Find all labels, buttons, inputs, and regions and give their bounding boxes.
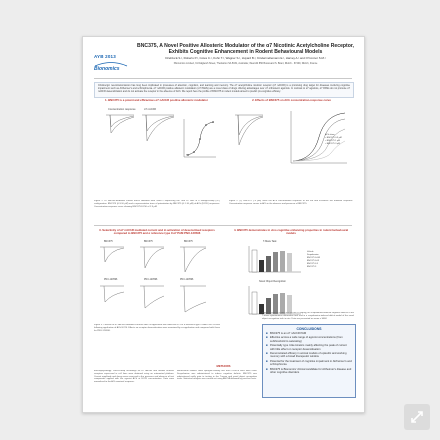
fig3-label-1: BNC375 bbox=[104, 241, 113, 243]
conclusion-text: BNC375 is an α7 nAChR PAM bbox=[270, 332, 307, 335]
bullet-icon: ■ bbox=[266, 359, 268, 363]
conclusion-item bbox=[266, 332, 352, 335]
fig3-label-2: BNC375 bbox=[144, 241, 153, 243]
fig4-legend bbox=[307, 251, 321, 268]
fig3-label-6: PNU-120596 bbox=[180, 279, 194, 281]
poster-title: BNC375, A Novel Positive Allosteric Modulator of the α7 Nicotinic Acetylcholine Receptor, Exhibits Cognitive Enhancement in Rodent Behavioural Models bbox=[137, 43, 354, 56]
section-1-heading: 1. BNC375 is a potent and efficacious α7 nAChR positive allosteric modulator bbox=[105, 98, 208, 102]
poster-affiliation: ¹Bionomics Limited, 31 Dalgleish Street, Thebarton SA 5031, Australia; ²Neurofit 850 Boulevard S. Brant, Illkirch - 67400, Illkirch, France bbox=[173, 62, 318, 65]
figure-4-caption: Figure 4. Effects of BNC375 (0.003-10 mg/kg) on scopolamine-induced cognitive deficits in the T-maze spontaneous alternation task and in a scopolamine-induced deficit model of the novel object recognition task in rats. Data are presented as mean ± SEM. bbox=[262, 312, 354, 320]
abstract-text: Cholinergic neurotransmission has long been implicated in processes of attention, cognition, and learning and memory. The α7 acetylcholine nicotinic receptor (α7 nAChR) is a promising drug target for diseases involving cognitive impairment such as Alzheimer's and schizophrenia. α7 nAChR positive allosteric modulators (α7 PAMs) are a novel class of drugs offering advantages over α7 orthosteric agonists. In contrast to α7 agonists, α7 PAMs do not promote α7 nAChR desensitization and do not activate the receptor in the absence of ACh. We report here the profile of BNC375 in rodent models aimed to predict pro-cognitive efficacy. bbox=[98, 84, 350, 93]
fig4-panel-label-a: T-Maze Task bbox=[263, 240, 277, 243]
fig3-label-4: PNU-120596 bbox=[104, 279, 118, 281]
fig4-legend-1: Vehicle bbox=[307, 251, 314, 253]
figure-3-caption: Figure 3. Currents of α7 nAChR mediated currents after co-application with PAM BNC375 or a reference type II PAM PNU-120596 following application of ACh EC20. Effects on receptor desensitisation were examined by co-application and compared with those for PNU-120596. bbox=[94, 324, 220, 332]
figure-2 bbox=[229, 105, 355, 197]
fig4-bar-chart-b bbox=[249, 286, 301, 314]
fig2-legend-2: + BNC375 0.3 μM bbox=[325, 137, 342, 139]
fig3-trace-5 bbox=[140, 286, 164, 308]
fig4a-bar bbox=[259, 260, 264, 272]
section-4-heading: 4. BNC375 demonstrates in vivo cognitive enhancing properties in rodent behavioural models bbox=[233, 228, 349, 236]
conclusion-item bbox=[266, 336, 352, 343]
fig2-legend bbox=[325, 133, 342, 145]
conclusions-box bbox=[262, 324, 356, 398]
methods-heading: METHODS bbox=[216, 364, 231, 368]
methods-text-1: Electrophysiology: Patch-clamp recordings on α7 nAChR and related nicotinic receptors expressed in cell lines were obtained using an automated platform. Current amplitude and decay were assessed in the presence and absence of test compounds applied with the agonist ACh at EC20 concentration. Data were normalised to the ACh maximal response. bbox=[94, 370, 174, 384]
bullet-icon: ■ bbox=[266, 352, 268, 356]
conclusion-item bbox=[266, 368, 352, 375]
fig4-legend-2: Scopolamine bbox=[307, 254, 319, 256]
brand-name: Bionomics bbox=[94, 66, 120, 72]
fig3-trace-2 bbox=[140, 247, 164, 268]
figure-4 bbox=[229, 238, 355, 320]
fig4a-bar bbox=[252, 250, 257, 272]
fig4a-bar bbox=[280, 251, 285, 272]
fig1-point bbox=[199, 138, 201, 140]
conclusion-text: Effective across a wide range of agonist concentrations (from subthreshold to saturating) bbox=[270, 336, 343, 343]
conclusion-text: BNC375 is Bionomics' clinical candidate for Alzheimer's disease and other cognitive disorders bbox=[270, 367, 352, 375]
fig3-trace-6 bbox=[180, 286, 206, 312]
fig1-trace-group-b bbox=[142, 115, 174, 141]
conclusion-item bbox=[266, 352, 352, 359]
fig2-trace-1 bbox=[238, 115, 263, 145]
fig2-trace-group bbox=[235, 115, 263, 145]
conference-logo bbox=[94, 54, 128, 74]
mid-divider bbox=[94, 225, 352, 226]
fig1-panel-label-a: Concentration response bbox=[108, 108, 136, 111]
bullet-icon: ■ bbox=[266, 332, 268, 335]
fig1-trace-1 bbox=[110, 115, 134, 127]
conclusion-text: Potential for the treatment of cognitive impairment in Alzheimer's and schizophrenia bbox=[270, 359, 352, 367]
figure-1 bbox=[94, 105, 222, 197]
methods-text-2: Behavioural studies: Male Sprague-Dawley rats and C57BL/6 mice were used. Scopolamine was administered to induce cognitive deficits. BNC375 was administered orally prior to testing in the T-maze and novel object recognition tasks. Statistical analysis was carried out using ANOVA followed by post-hoc tests. bbox=[177, 370, 257, 381]
fig1-trace-group-a bbox=[106, 115, 134, 133]
fig3-trace-3 bbox=[180, 247, 206, 272]
fig1-point bbox=[205, 124, 207, 126]
header-divider bbox=[94, 78, 352, 79]
bullet-icon: ■ bbox=[266, 344, 268, 348]
fig4-panel-label-b: Novel Object Recognition bbox=[259, 280, 286, 283]
fig3-trace-1 bbox=[100, 247, 124, 262]
fig4b-bar bbox=[273, 294, 278, 314]
bullet-icon: ■ bbox=[266, 367, 268, 371]
abstract-box bbox=[94, 82, 354, 98]
fig4a-bar bbox=[273, 252, 278, 272]
fig3-trace-4 bbox=[100, 286, 124, 302]
figure-2-caption: Figure 2. (L) BNC375 (~3 μM) shifts the ACh concentration response to the left and increases the maximal response. Concentration response curves to ACh in the absence and presence of BNC375. bbox=[229, 200, 353, 205]
fig4b-bar bbox=[252, 292, 257, 314]
fig2-legend-4: + BNC375 3 μM bbox=[325, 143, 340, 145]
fig1-point bbox=[212, 121, 214, 123]
fig3-label-3: BNC375 bbox=[184, 241, 193, 243]
fig1-dose-response-plot bbox=[184, 119, 216, 157]
poster-header bbox=[83, 37, 364, 79]
conclusion-text: Potentially type I-like kinetics mainly affecting the peak of current with little effect on receptor desensitisation bbox=[270, 344, 347, 351]
bullet-icon: ■ bbox=[266, 336, 268, 340]
figure-3 bbox=[94, 238, 222, 320]
fig4b-bar bbox=[280, 293, 285, 314]
fig1-trace-3 bbox=[146, 115, 174, 131]
fig2-legend-1: ACh alone bbox=[325, 134, 335, 136]
fig1-point bbox=[193, 151, 195, 153]
fig4-bar-chart-a bbox=[249, 246, 301, 272]
poster-page bbox=[82, 36, 365, 413]
fig2-legend-3: + BNC375 1 μM bbox=[325, 140, 340, 142]
fig4-legend-5: BNC375 0.3 bbox=[307, 263, 318, 265]
poster-authors: Dzeliza E.S.¹, Roberts P.¹, Cotes C.¹, Kuhn T.¹, Wagner S.¹, Huyard B.¹, Kindermellemann E.¹, Harvey A.¹ and O'Connor S.M.¹ bbox=[165, 56, 326, 60]
fig2-curve-3 bbox=[293, 129, 345, 161]
fig3-label-5: PNU-120596 bbox=[144, 279, 158, 281]
expand-icon bbox=[409, 409, 425, 425]
figure-1-caption: Figure 1. α7 nAChR-mediated current traces obtained from GH4C1 expressing hα7 and α7 cells in a voltage-clamp (VC) configuration. BNC375 (0.3-10 μM) and a representative trace of potentiation by BNC375 (0.1-10 μM) of ACh (EC20) responses. Concentration-response curve showing BNC375 EC50 of 1.9 μM. bbox=[94, 200, 220, 208]
fig1-point bbox=[187, 154, 189, 156]
section-3-heading: 3. Selectivity of α7 nAChR mediated current and in activation of desensitised receptors compared to BNC375 and α reference type II α7 PAM PNU-120596 bbox=[99, 228, 215, 236]
fig4a-bar bbox=[287, 253, 292, 272]
expand-button[interactable] bbox=[404, 404, 430, 430]
conference-label: AYB 2013 bbox=[94, 54, 116, 59]
section-2-heading: 2. Effects of BNC375 on ACh concentration-response curve bbox=[252, 98, 331, 102]
fig4-legend-6: BNC375 3 bbox=[307, 266, 317, 268]
conclusion-item bbox=[266, 344, 352, 351]
fig4a-bar bbox=[266, 256, 271, 272]
fig4-legend-3: BNC375 0.003 bbox=[307, 257, 321, 259]
conclusions-heading: CONCLUSIONS bbox=[296, 327, 322, 331]
fig2-trace-2 bbox=[238, 115, 263, 135]
fig1-trace-4 bbox=[146, 115, 174, 141]
conclusions-list bbox=[263, 332, 355, 374]
fig4-legend-4: BNC375 0.03 bbox=[307, 260, 320, 262]
fig1-panel-label-b: α7 nAChR bbox=[144, 108, 157, 111]
conclusion-text: Demonstrated efficacy in animal models of episodic and working memory with a broad therapeutic window bbox=[270, 352, 347, 359]
conclusion-item bbox=[266, 360, 352, 367]
